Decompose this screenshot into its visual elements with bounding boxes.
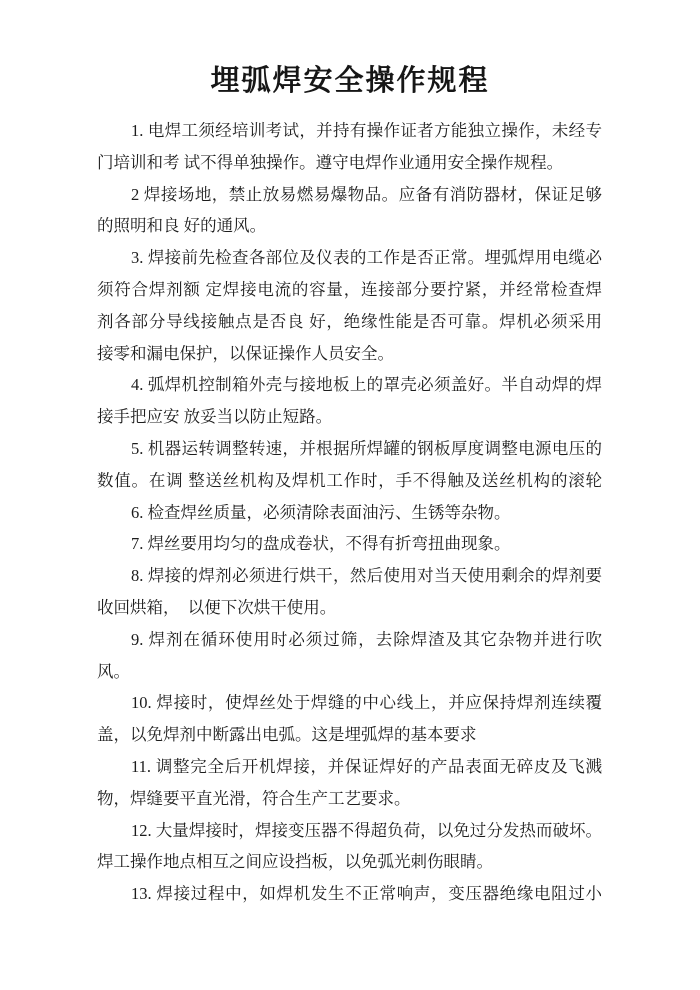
paragraph — [97, 433, 602, 497]
text-line: 焊工操作地点相互之间应设挡板，以免弧光刺伤眼睛。 — [97, 852, 493, 872]
text-line: 2 焊接场地，禁止放易燃易爆物品。应备有消防器材，保证足够 — [131, 184, 602, 204]
paragraph — [97, 624, 602, 688]
text-line: 物，焊缝要平直光滑，符合生产工艺要求。 — [97, 788, 411, 808]
document-title: 埋弧焊安全操作规程 — [210, 65, 490, 97]
text-line: 11. 调整完全后开机焊接，并保证焊好的产品表面无碎皮及飞溅 — [131, 756, 602, 776]
text-line: 9. 焊剂在循环使用时必须过筛，去除焊渣及其它杂物并进行吹 — [131, 629, 602, 649]
text-line: 收回烘箱， 以便下次烘干使用。 — [97, 597, 337, 617]
paragraph — [97, 242, 602, 369]
text-line: 数值。在调 整送丝机构及焊机工作时，手不得触及送丝机构的滚轮 — [97, 470, 602, 490]
text-line: 剂各部分导线接触点是否良 好，绝缘性能是否可靠。焊机必须采用 — [97, 311, 602, 331]
text-line: 13. 焊接过程中，如焊机发生不正常响声，变压器绝缘电阻过小 — [131, 884, 602, 904]
text-line: 盖，以免焊剂中断露出电弧。这是埋弧焊的基本要求 — [97, 725, 477, 745]
text-line: 6. 检查焊丝质量，必须清除表面油污、生锈等杂物。 — [131, 502, 511, 522]
document-body — [97, 115, 602, 910]
paragraph — [97, 369, 602, 433]
text-line: 5. 机器运转调整转速，并根据所焊罐的钢板厚度调整电源电压的 — [131, 438, 602, 458]
text-line: 接手把应安 放妥当以防止短路。 — [97, 407, 333, 427]
text-line: 3. 焊接前先检查各部位及仪表的工作是否正常。埋弧焊用电缆必 — [131, 248, 602, 268]
paragraph — [97, 560, 602, 624]
text-line: 12. 大量焊接时，焊接变压器不得超负荷，以免过分发热而破坏。 — [131, 820, 602, 840]
text-line: 4. 弧焊机控制箱外壳与接地板上的罩壳必须盖好。半自动焊的焊 — [131, 375, 602, 395]
paragraph — [97, 815, 602, 879]
text-line: 1. 电焊工须经培训考试，并持有操作证者方能独立操作，未经专 — [131, 121, 602, 140]
paragraph — [97, 687, 602, 751]
paragraph — [97, 751, 602, 815]
paragraph — [97, 528, 602, 560]
text-line: 门培训和考 试不得单独操作。遵守电焊作业通用安全操作规程。 — [97, 152, 564, 172]
text-line: 接零和漏电保护，以保证操作人员安全。 — [97, 343, 394, 363]
text-line: 10. 焊接时，使焊丝处于焊缝的中心线上，并应保持焊剂连续覆 — [131, 693, 602, 713]
text-line: 的照明和良 好的通风。 — [97, 216, 267, 236]
paragraph — [97, 878, 602, 910]
text-line: 8. 焊接的焊剂必须进行烘干，然后使用对当天使用剩余的焊剂要 — [131, 566, 602, 586]
paragraph — [97, 497, 602, 529]
text-line: 须符合焊剂额 定焊接电流的容量，连接部分要拧紧，并经常检查焊 — [97, 279, 602, 299]
text-line: 7. 焊丝要用均匀的盘成卷状，不得有折弯扭曲现象。 — [131, 534, 511, 554]
paragraph — [97, 179, 602, 243]
text-line: 风。 — [97, 661, 130, 681]
paragraph — [97, 115, 602, 179]
